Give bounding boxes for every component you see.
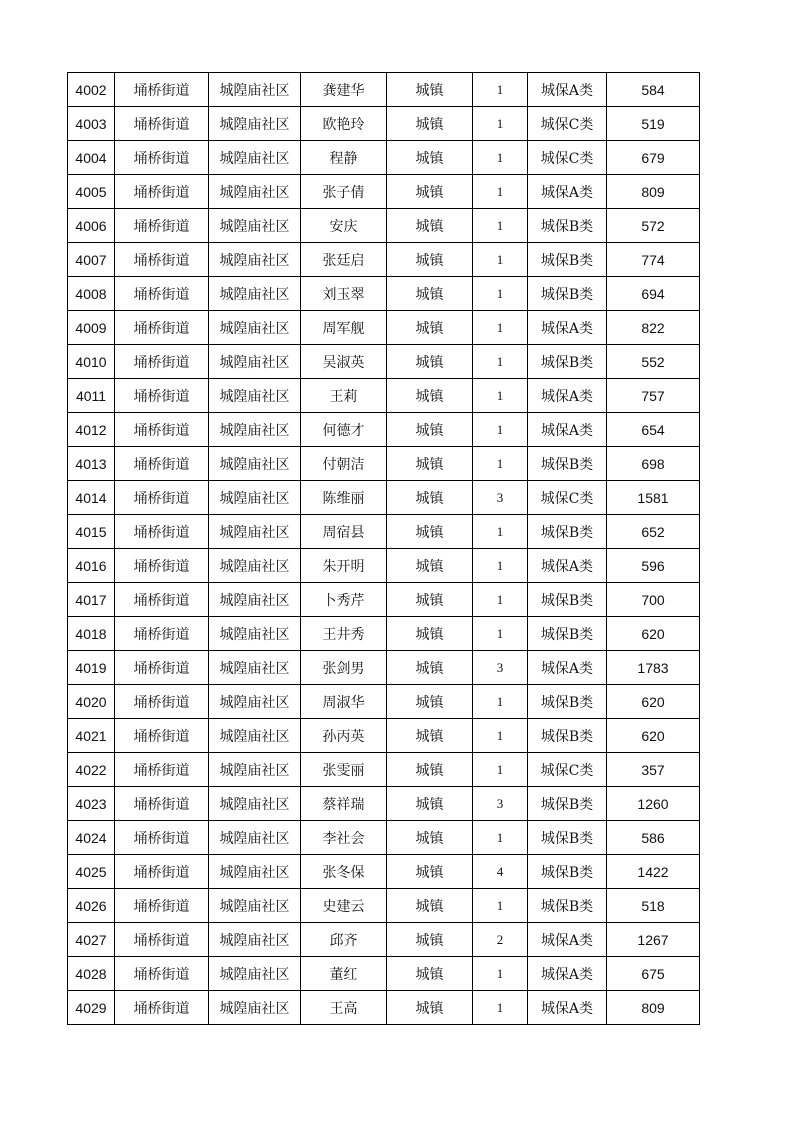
household-count-cell: 1 [473, 413, 528, 447]
person-name-cell: 陈维丽 [301, 481, 387, 515]
area-type-cell: 城镇 [387, 515, 473, 549]
table-row [68, 855, 700, 889]
insurance-category-cell: 城保A类 [528, 413, 607, 447]
table-body [68, 73, 700, 1025]
person-name-cell: 史建云 [301, 889, 387, 923]
amount-cell: 552 [607, 345, 700, 379]
household-count-cell: 1 [473, 583, 528, 617]
household-count-cell: 1 [473, 243, 528, 277]
person-name-cell: 朱开明 [301, 549, 387, 583]
community-name-cell: 城隍庙社区 [209, 345, 301, 379]
amount-cell: 809 [607, 175, 700, 209]
community-name-cell: 城隍庙社区 [209, 107, 301, 141]
community-name-cell: 城隍庙社区 [209, 141, 301, 175]
amount-cell: 675 [607, 957, 700, 991]
table-row [68, 447, 700, 481]
area-type-cell: 城镇 [387, 345, 473, 379]
record-id-cell: 4023 [68, 787, 115, 821]
street-name-cell: 埇桥街道 [115, 651, 209, 685]
street-name-cell: 埇桥街道 [115, 821, 209, 855]
community-name-cell: 城隍庙社区 [209, 719, 301, 753]
record-id-cell: 4011 [68, 379, 115, 413]
community-name-cell: 城隍庙社区 [209, 515, 301, 549]
record-id-cell: 4021 [68, 719, 115, 753]
record-id-cell: 4016 [68, 549, 115, 583]
community-name-cell: 城隍庙社区 [209, 413, 301, 447]
record-id-cell: 4018 [68, 617, 115, 651]
table-row [68, 515, 700, 549]
street-name-cell: 埇桥街道 [115, 753, 209, 787]
street-name-cell: 埇桥街道 [115, 413, 209, 447]
record-id-cell: 4012 [68, 413, 115, 447]
person-name-cell: 王高 [301, 991, 387, 1025]
amount-cell: 774 [607, 243, 700, 277]
person-name-cell: 董红 [301, 957, 387, 991]
community-name-cell: 城隍庙社区 [209, 753, 301, 787]
record-id-cell: 4026 [68, 889, 115, 923]
street-name-cell: 埇桥街道 [115, 107, 209, 141]
person-name-cell: 何德才 [301, 413, 387, 447]
household-count-cell: 1 [473, 719, 528, 753]
area-type-cell: 城镇 [387, 549, 473, 583]
street-name-cell: 埇桥街道 [115, 277, 209, 311]
record-id-cell: 4002 [68, 73, 115, 107]
household-count-cell: 1 [473, 73, 528, 107]
record-id-cell: 4007 [68, 243, 115, 277]
table-row [68, 821, 700, 855]
amount-cell: 679 [607, 141, 700, 175]
person-name-cell: 王井秀 [301, 617, 387, 651]
table-row [68, 923, 700, 957]
table-row [68, 277, 700, 311]
person-name-cell: 蔡祥瑞 [301, 787, 387, 821]
table-row [68, 345, 700, 379]
street-name-cell: 埇桥街道 [115, 175, 209, 209]
community-name-cell: 城隍庙社区 [209, 991, 301, 1025]
table-row [68, 787, 700, 821]
area-type-cell: 城镇 [387, 651, 473, 685]
area-type-cell: 城镇 [387, 685, 473, 719]
area-type-cell: 城镇 [387, 447, 473, 481]
street-name-cell: 埇桥街道 [115, 243, 209, 277]
insurance-category-cell: 城保A类 [528, 991, 607, 1025]
insurance-category-cell: 城保A类 [528, 73, 607, 107]
insurance-category-cell: 城保C类 [528, 481, 607, 515]
record-id-cell: 4015 [68, 515, 115, 549]
record-id-cell: 4008 [68, 277, 115, 311]
table-row [68, 413, 700, 447]
amount-cell: 1422 [607, 855, 700, 889]
insurance-category-cell: 城保B类 [528, 243, 607, 277]
household-count-cell: 1 [473, 447, 528, 481]
street-name-cell: 埇桥街道 [115, 685, 209, 719]
household-count-cell: 2 [473, 923, 528, 957]
household-count-cell: 1 [473, 345, 528, 379]
area-type-cell: 城镇 [387, 311, 473, 345]
household-count-cell: 1 [473, 141, 528, 175]
table-row [68, 583, 700, 617]
record-id-cell: 4025 [68, 855, 115, 889]
street-name-cell: 埇桥街道 [115, 889, 209, 923]
household-count-cell: 1 [473, 991, 528, 1025]
street-name-cell: 埇桥街道 [115, 787, 209, 821]
area-type-cell: 城镇 [387, 991, 473, 1025]
household-count-cell: 1 [473, 311, 528, 345]
area-type-cell: 城镇 [387, 889, 473, 923]
person-name-cell: 卜秀芹 [301, 583, 387, 617]
insurance-category-cell: 城保C类 [528, 141, 607, 175]
insurance-category-cell: 城保B类 [528, 209, 607, 243]
area-type-cell: 城镇 [387, 209, 473, 243]
community-name-cell: 城隍庙社区 [209, 617, 301, 651]
area-type-cell: 城镇 [387, 923, 473, 957]
person-name-cell: 张冬保 [301, 855, 387, 889]
insurance-category-cell: 城保B类 [528, 787, 607, 821]
area-type-cell: 城镇 [387, 583, 473, 617]
amount-cell: 518 [607, 889, 700, 923]
insurance-category-cell: 城保B类 [528, 855, 607, 889]
table-row [68, 685, 700, 719]
person-name-cell: 周淑华 [301, 685, 387, 719]
amount-cell: 1581 [607, 481, 700, 515]
street-name-cell: 埇桥街道 [115, 583, 209, 617]
area-type-cell: 城镇 [387, 481, 473, 515]
person-name-cell: 张廷启 [301, 243, 387, 277]
table-row [68, 379, 700, 413]
community-name-cell: 城隍庙社区 [209, 821, 301, 855]
insurance-category-cell: 城保B类 [528, 685, 607, 719]
record-id-cell: 4003 [68, 107, 115, 141]
area-type-cell: 城镇 [387, 379, 473, 413]
insurance-category-cell: 城保A类 [528, 549, 607, 583]
area-type-cell: 城镇 [387, 753, 473, 787]
insurance-category-cell: 城保C类 [528, 107, 607, 141]
community-name-cell: 城隍庙社区 [209, 311, 301, 345]
amount-cell: 586 [607, 821, 700, 855]
record-id-cell: 4004 [68, 141, 115, 175]
table-row [68, 243, 700, 277]
amount-cell: 694 [607, 277, 700, 311]
street-name-cell: 埇桥街道 [115, 447, 209, 481]
person-name-cell: 刘玉翠 [301, 277, 387, 311]
record-id-cell: 4013 [68, 447, 115, 481]
area-type-cell: 城镇 [387, 855, 473, 889]
street-name-cell: 埇桥街道 [115, 345, 209, 379]
amount-cell: 596 [607, 549, 700, 583]
person-name-cell: 吴淑英 [301, 345, 387, 379]
record-id-cell: 4019 [68, 651, 115, 685]
record-id-cell: 4029 [68, 991, 115, 1025]
amount-cell: 620 [607, 685, 700, 719]
amount-cell: 698 [607, 447, 700, 481]
household-count-cell: 1 [473, 753, 528, 787]
area-type-cell: 城镇 [387, 957, 473, 991]
person-name-cell: 张子倩 [301, 175, 387, 209]
area-type-cell: 城镇 [387, 719, 473, 753]
person-name-cell: 周宿县 [301, 515, 387, 549]
amount-cell: 700 [607, 583, 700, 617]
community-name-cell: 城隍庙社区 [209, 277, 301, 311]
amount-cell: 519 [607, 107, 700, 141]
table-row [68, 107, 700, 141]
record-id-cell: 4005 [68, 175, 115, 209]
table-row [68, 617, 700, 651]
area-type-cell: 城镇 [387, 787, 473, 821]
person-name-cell: 程静 [301, 141, 387, 175]
person-name-cell: 安庆 [301, 209, 387, 243]
street-name-cell: 埇桥街道 [115, 141, 209, 175]
household-count-cell: 1 [473, 515, 528, 549]
area-type-cell: 城镇 [387, 175, 473, 209]
street-name-cell: 埇桥街道 [115, 991, 209, 1025]
insurance-category-cell: 城保A类 [528, 311, 607, 345]
household-count-cell: 1 [473, 685, 528, 719]
community-name-cell: 城隍庙社区 [209, 923, 301, 957]
insurance-category-cell: 城保B类 [528, 583, 607, 617]
community-name-cell: 城隍庙社区 [209, 447, 301, 481]
street-name-cell: 埇桥街道 [115, 617, 209, 651]
person-name-cell: 张剑男 [301, 651, 387, 685]
community-name-cell: 城隍庙社区 [209, 957, 301, 991]
person-name-cell: 欧艳玲 [301, 107, 387, 141]
record-id-cell: 4024 [68, 821, 115, 855]
person-name-cell: 孙丙英 [301, 719, 387, 753]
community-name-cell: 城隍庙社区 [209, 685, 301, 719]
street-name-cell: 埇桥街道 [115, 209, 209, 243]
table-row [68, 889, 700, 923]
household-count-cell: 1 [473, 549, 528, 583]
record-id-cell: 4027 [68, 923, 115, 957]
person-name-cell: 邱齐 [301, 923, 387, 957]
record-id-cell: 4028 [68, 957, 115, 991]
street-name-cell: 埇桥街道 [115, 515, 209, 549]
community-name-cell: 城隍庙社区 [209, 175, 301, 209]
household-count-cell: 3 [473, 651, 528, 685]
insurance-category-cell: 城保A类 [528, 175, 607, 209]
amount-cell: 620 [607, 719, 700, 753]
record-id-cell: 4022 [68, 753, 115, 787]
street-name-cell: 埇桥街道 [115, 719, 209, 753]
household-count-cell: 1 [473, 957, 528, 991]
area-type-cell: 城镇 [387, 617, 473, 651]
table-row [68, 141, 700, 175]
street-name-cell: 埇桥街道 [115, 855, 209, 889]
table-row [68, 73, 700, 107]
amount-cell: 757 [607, 379, 700, 413]
table-row [68, 957, 700, 991]
household-count-cell: 1 [473, 379, 528, 413]
area-type-cell: 城镇 [387, 243, 473, 277]
street-name-cell: 埇桥街道 [115, 73, 209, 107]
person-name-cell: 龚建华 [301, 73, 387, 107]
amount-cell: 822 [607, 311, 700, 345]
person-name-cell: 付朝洁 [301, 447, 387, 481]
record-id-cell: 4017 [68, 583, 115, 617]
community-name-cell: 城隍庙社区 [209, 651, 301, 685]
household-count-cell: 1 [473, 617, 528, 651]
household-count-cell: 1 [473, 175, 528, 209]
street-name-cell: 埇桥街道 [115, 379, 209, 413]
insurance-category-cell: 城保A类 [528, 379, 607, 413]
street-name-cell: 埇桥街道 [115, 311, 209, 345]
amount-cell: 620 [607, 617, 700, 651]
person-name-cell: 王莉 [301, 379, 387, 413]
person-name-cell: 张雯丽 [301, 753, 387, 787]
community-name-cell: 城隍庙社区 [209, 549, 301, 583]
street-name-cell: 埇桥街道 [115, 481, 209, 515]
community-name-cell: 城隍庙社区 [209, 73, 301, 107]
area-type-cell: 城镇 [387, 141, 473, 175]
amount-cell: 572 [607, 209, 700, 243]
street-name-cell: 埇桥街道 [115, 957, 209, 991]
insurance-category-cell: 城保B类 [528, 277, 607, 311]
table-row [68, 481, 700, 515]
table-row [68, 209, 700, 243]
table-row [68, 549, 700, 583]
record-id-cell: 4009 [68, 311, 115, 345]
amount-cell: 357 [607, 753, 700, 787]
insurance-category-cell: 城保B类 [528, 889, 607, 923]
table-row [68, 753, 700, 787]
person-name-cell: 周军舰 [301, 311, 387, 345]
table-row [68, 175, 700, 209]
insurance-category-cell: 城保B类 [528, 345, 607, 379]
household-count-cell: 1 [473, 277, 528, 311]
amount-cell: 809 [607, 991, 700, 1025]
area-type-cell: 城镇 [387, 413, 473, 447]
insurance-category-cell: 城保B类 [528, 515, 607, 549]
community-name-cell: 城隍庙社区 [209, 889, 301, 923]
person-name-cell: 李社会 [301, 821, 387, 855]
record-id-cell: 4010 [68, 345, 115, 379]
area-type-cell: 城镇 [387, 73, 473, 107]
insurance-category-cell: 城保A类 [528, 957, 607, 991]
insurance-category-cell: 城保C类 [528, 753, 607, 787]
insurance-category-cell: 城保A类 [528, 923, 607, 957]
amount-cell: 584 [607, 73, 700, 107]
household-count-cell: 1 [473, 209, 528, 243]
insurance-category-cell: 城保B类 [528, 447, 607, 481]
area-type-cell: 城镇 [387, 107, 473, 141]
community-name-cell: 城隍庙社区 [209, 243, 301, 277]
community-name-cell: 城隍庙社区 [209, 209, 301, 243]
insurance-category-cell: 城保A类 [528, 651, 607, 685]
insurance-category-cell: 城保B类 [528, 617, 607, 651]
record-id-cell: 4006 [68, 209, 115, 243]
amount-cell: 652 [607, 515, 700, 549]
record-id-cell: 4020 [68, 685, 115, 719]
street-name-cell: 埇桥街道 [115, 549, 209, 583]
community-name-cell: 城隍庙社区 [209, 787, 301, 821]
amount-cell: 1267 [607, 923, 700, 957]
table-row [68, 651, 700, 685]
amount-cell: 1783 [607, 651, 700, 685]
community-name-cell: 城隍庙社区 [209, 379, 301, 413]
area-type-cell: 城镇 [387, 277, 473, 311]
insurance-category-cell: 城保B类 [528, 719, 607, 753]
record-id-cell: 4014 [68, 481, 115, 515]
data-table [67, 72, 700, 1025]
amount-cell: 1260 [607, 787, 700, 821]
household-count-cell: 1 [473, 821, 528, 855]
community-name-cell: 城隍庙社区 [209, 481, 301, 515]
household-count-cell: 1 [473, 107, 528, 141]
table-row [68, 719, 700, 753]
table-row [68, 991, 700, 1025]
community-name-cell: 城隍庙社区 [209, 855, 301, 889]
household-count-cell: 3 [473, 787, 528, 821]
household-count-cell: 1 [473, 889, 528, 923]
table-row [68, 311, 700, 345]
area-type-cell: 城镇 [387, 821, 473, 855]
household-count-cell: 3 [473, 481, 528, 515]
street-name-cell: 埇桥街道 [115, 923, 209, 957]
amount-cell: 654 [607, 413, 700, 447]
community-name-cell: 城隍庙社区 [209, 583, 301, 617]
insurance-category-cell: 城保B类 [528, 821, 607, 855]
household-count-cell: 4 [473, 855, 528, 889]
